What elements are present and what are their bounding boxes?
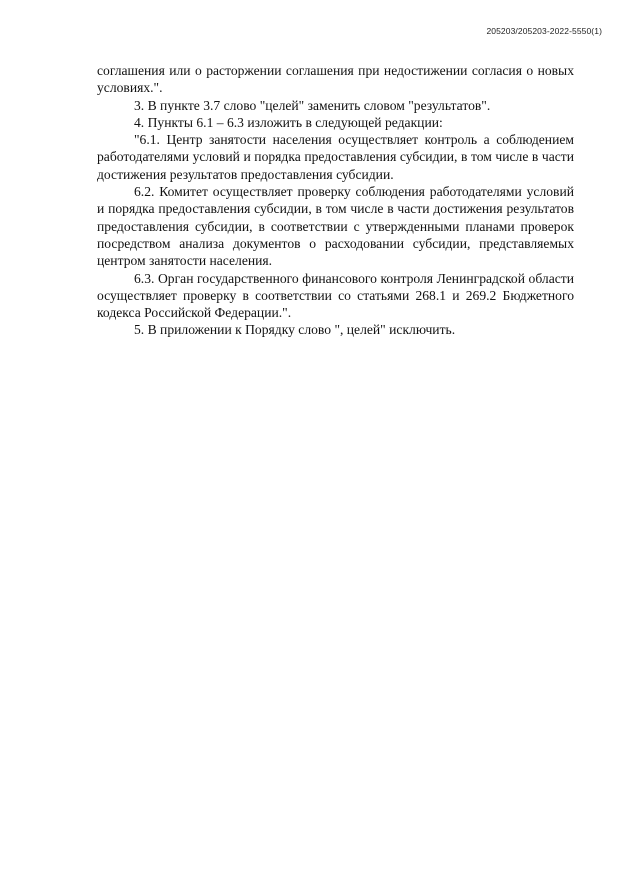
paragraph-item-3: 3. В пункте 3.7 слово "целей" заменить словом "результатов". — [134, 97, 491, 113]
paragraph-clause-6-1: "6.1. Центр занятости населения осуществляет контроль а соблюдением работодателями условий и порядка предоставления субсидии, в том числе в части достижения результатов предоставления субсидии. — [97, 132, 574, 182]
document-body — [97, 62, 574, 339]
paragraph-item-5: 5. В приложении к Порядку слово ", целей" исключить. — [134, 322, 456, 338]
paragraph-item-4: 4. Пункты 6.1 – 6.3 изложить в следующей редакции: — [134, 114, 443, 130]
paragraph-clause-6-2: 6.2. Комитет осуществляет проверку соблюдения работодателями условий и порядка предоставления субсидии, в том числе в части достижения результатов предоставления субсидии, в соответствии с утвержденными планами проверок посредством анализа документов о расходовании субсидии, представляемых центром занятости населения. — [97, 184, 574, 269]
paragraph-continuation: соглашения или о расторжении соглашения при недостижении согласия о новых условиях.". — [97, 63, 574, 96]
document-id: 205203/205203-2022-5550(1) — [486, 26, 602, 36]
paragraph-clause-6-3: 6.3. Орган государственного финансового контроля Ленинградской области осуществляет проверку в соответствии со статьями 268.1 и 269.2 Бюджетного кодекса Российской Федерации.". — [97, 270, 574, 321]
